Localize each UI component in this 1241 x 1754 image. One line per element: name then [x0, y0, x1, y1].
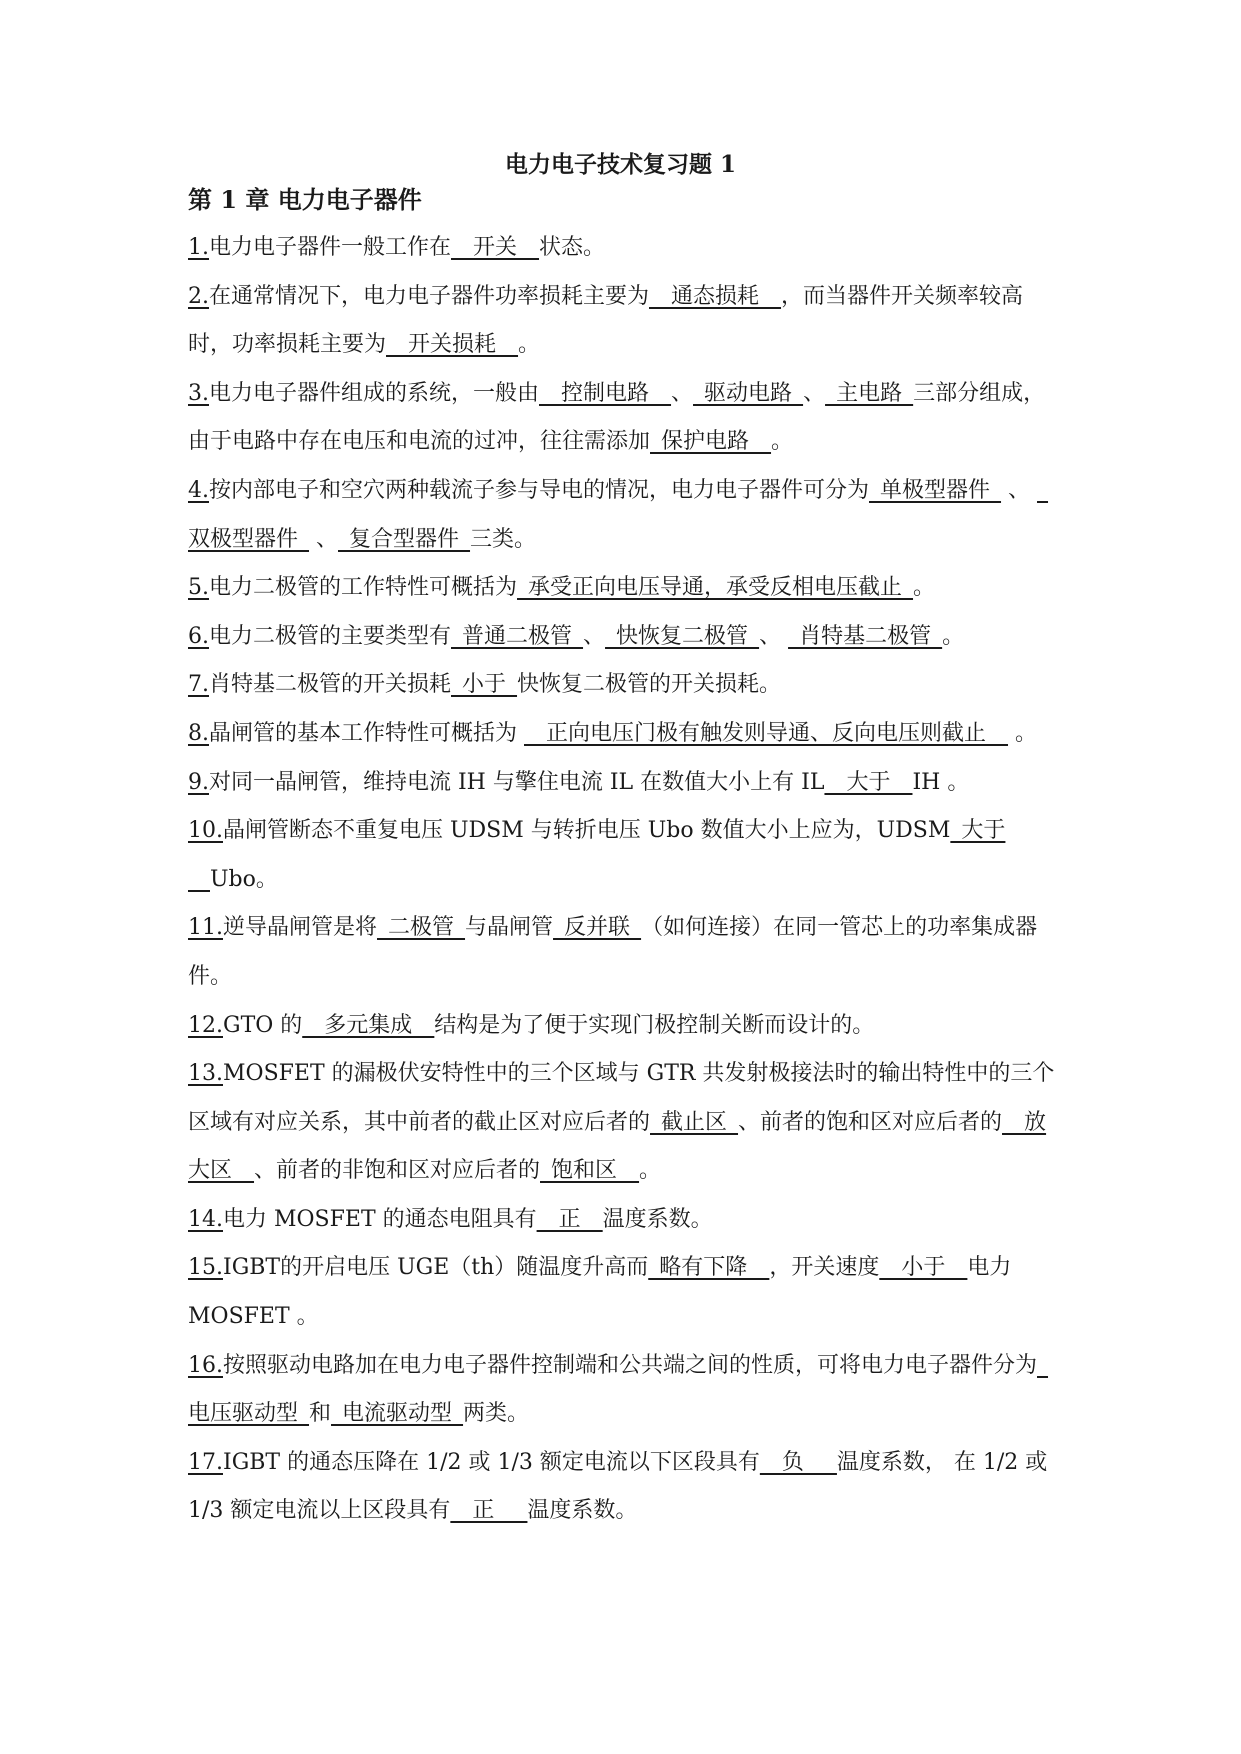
question-15: [188, 1244, 1058, 1341]
answer-blank: _普通二极管_: [451, 623, 584, 649]
question-text: MOSFET 的漏极伏安特性中的三个区域与 GTR 共发射极接法时的输出特性中的三个区域有对应关系，其中前者的截止区对应后者的: [188, 1061, 1055, 1135]
question-number: 9.: [188, 769, 209, 795]
question-text: 。: [518, 332, 541, 358]
question-text: 对同一晶闸管，维持电流 IH 与擎住电流 IL 在数值大小上有 IL: [209, 769, 825, 795]
question-14: [188, 1196, 1058, 1245]
question-text: 快恢复二极管的开关损耗。: [517, 672, 782, 698]
document-title: 电力电子技术复习题 1: [504, 151, 736, 178]
question-number: 16.: [188, 1352, 223, 1378]
question-text: 在通常情况下，电力电子器件功率损耗主要为: [209, 283, 650, 309]
answer-blank: __多元集成__: [302, 1012, 435, 1038]
question-text: 电力 MOSFET 。: [188, 1255, 1012, 1330]
question-text: 、: [583, 623, 606, 649]
question-text: ，开关速度: [769, 1255, 880, 1281]
question-text: 电力二极管的主要类型有: [209, 623, 452, 649]
answer-blank: __负___: [759, 1449, 837, 1475]
answer-blank: _双极型器件_: [188, 477, 1049, 552]
answer-blank: _驱动电路_: [693, 380, 804, 406]
question-text: 、前者的非饱和区对应后者的: [254, 1158, 541, 1184]
question-text: 。: [913, 575, 936, 601]
question-13: [188, 1050, 1058, 1196]
question-17: [188, 1439, 1058, 1536]
answer-blank: __大于__: [824, 769, 913, 795]
question-number: 4.: [188, 477, 209, 503]
answer-blank: __正__: [536, 1206, 603, 1232]
question-6: [188, 613, 1058, 662]
question-text: 、: [671, 380, 694, 406]
answer-blank: _电压驱动型_: [188, 1352, 1049, 1427]
chapter-heading: 第 1 章 电力电子器件: [188, 185, 422, 214]
question-text: IGBT 的通态压降在 1/2 或 1/3 额定电流以下区段具有: [223, 1449, 760, 1475]
answer-blank: _略有下降__: [648, 1255, 770, 1281]
question-text: 三类。: [470, 526, 537, 552]
question-10: [188, 807, 1058, 904]
question-text: GTO 的: [223, 1012, 303, 1038]
question-text: 、前者的饱和区对应后者的: [738, 1109, 1003, 1135]
question-11: [188, 904, 1058, 1001]
answer-blank: _单极型器件_: [869, 477, 1002, 503]
question-text: 和: [309, 1401, 332, 1427]
question-text: 肖特基二极管的开关损耗: [209, 672, 452, 698]
answer-blank: _复合型器件_: [338, 526, 471, 552]
question-text: ，而当器件开关频率较高时，功率损耗主要为: [188, 283, 1024, 358]
question-text: 结构是为了便于实现门极控制关断而设计的。: [434, 1012, 875, 1038]
answer-blank: _饱和区__: [540, 1158, 640, 1184]
answer-blank: _保护电路__: [650, 429, 772, 455]
answer-blank: _反并联_: [553, 915, 642, 941]
question-text: 状态。: [539, 235, 606, 260]
question-number: 14.: [188, 1206, 223, 1232]
question-list: [188, 224, 1058, 1536]
question-text: 按照驱动电路加在电力电子器件控制端和公共端之间的性质，可将电力电子器件分为: [223, 1352, 1038, 1378]
question-text: 与晶闸管: [465, 915, 554, 941]
question-text: 按内部电子和空穴两种载流子参与导电的情况，电力电子器件可分为: [209, 477, 870, 503]
question-text: 、: [759, 623, 789, 649]
question-number: 6.: [188, 623, 209, 649]
question-text: 、: [803, 380, 826, 406]
question-text: 三部分组成，由于电路中存在电压和电流的过冲，往往需添加: [188, 380, 1046, 455]
question-text: 晶闸管断态不重复电压 UDSM 与转折电压 Ubo 数值大小上应为，UDSM: [223, 818, 951, 844]
question-16: [188, 1342, 1058, 1439]
answer-blank: _肖特基二极管_: [788, 623, 943, 649]
question-number: 10.: [188, 818, 223, 844]
question-text: 电力电子器件组成的系统，一般由: [209, 380, 540, 406]
question-7: [188, 661, 1058, 710]
question-number: 8.: [188, 720, 209, 746]
question-number: 1.: [188, 235, 209, 260]
question-number: 12.: [188, 1012, 223, 1038]
answer-blank: _截止区_: [650, 1109, 739, 1135]
question-text: IH 。: [912, 769, 970, 795]
answer-blank: __正向电压门极有触发则导通、反向电压则截止__: [524, 720, 1009, 746]
question-4: [188, 467, 1058, 564]
question-number: 7.: [188, 672, 209, 698]
answer-blank: __控制电路__: [539, 380, 672, 406]
question-text: 。: [639, 1158, 662, 1184]
question-text: （如何连接）在同一管芯上的功率集成器件。: [188, 915, 1038, 989]
question-number: 15.: [188, 1255, 223, 1281]
answer-blank: _承受正向电压导通，承受反相电压截止_: [517, 575, 914, 601]
answer-blank: _电流驱动型_: [331, 1401, 464, 1427]
question-9: [188, 759, 1058, 808]
answer-blank: __通态损耗__: [649, 283, 782, 309]
question-number: 13.: [188, 1061, 223, 1087]
answer-blank: _小于_: [451, 672, 518, 698]
question-text: 。: [1008, 720, 1038, 746]
question-text: 、: [1001, 477, 1038, 503]
answer-blank: _大于__: [188, 818, 1006, 892]
question-text: 电力电子器件一般工作在: [209, 235, 452, 260]
answer-blank: _二极管_: [377, 915, 466, 941]
question-text: 温度系数， 在 1/2 或 1/3 额定电流以上区段具有: [188, 1449, 1048, 1524]
question-number: 17.: [188, 1449, 223, 1475]
question-text: Ubo。: [210, 866, 278, 892]
question-number: 5.: [188, 575, 209, 601]
question-text: 电力 MOSFET 的通态电阻具有: [223, 1206, 537, 1232]
question-2: [188, 273, 1058, 370]
question-text: 。: [942, 623, 965, 649]
question-text: 温度系数。: [602, 1206, 713, 1232]
answer-blank: _快恢复二极管_: [605, 623, 760, 649]
question-text: 两类。: [463, 1401, 530, 1427]
question-text: 晶闸管的基本工作特性可概括为: [209, 720, 524, 746]
answer-blank: __放大区__: [188, 1109, 1047, 1184]
question-number: 3.: [188, 380, 209, 406]
question-text: 温度系数。: [527, 1498, 638, 1524]
answer-blank: __开关损耗__: [386, 332, 519, 358]
question-text: IGBT的开启电压 UGE（th）随温度升高而: [223, 1255, 649, 1281]
answer-blank: __正___: [450, 1498, 528, 1524]
question-number: 2.: [188, 283, 209, 309]
question-number: 11.: [188, 915, 223, 941]
question-text: 电力二极管的工作特性可概括为: [209, 575, 518, 601]
answer-blank: _主电路_: [825, 380, 914, 406]
question-text: 、: [309, 526, 339, 552]
answer-blank: __开关__: [451, 235, 540, 260]
answer-blank: __小于__: [879, 1255, 968, 1281]
question-12: [188, 1002, 1058, 1051]
question-text: 。: [771, 429, 794, 455]
question-text: 逆导晶闸管是将: [223, 915, 378, 941]
question-5: [188, 564, 1058, 613]
question-1: [188, 224, 1058, 273]
question-8: [188, 710, 1058, 759]
question-3: [188, 370, 1058, 467]
